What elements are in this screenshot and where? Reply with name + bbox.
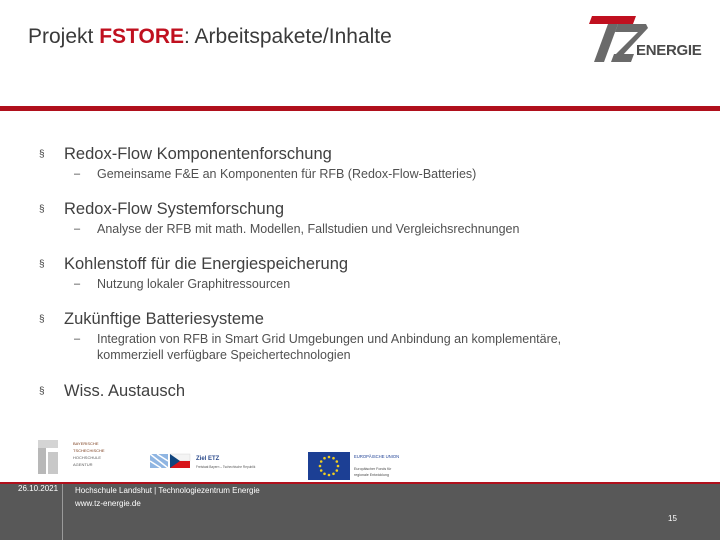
page-title [28,25,392,49]
item-label: Kohlenstoff für die Energiespeicherung [64,255,349,273]
item-label: Zukünftige Batteriesysteme [64,310,264,328]
ziel-etz-logo [150,454,256,469]
eu-title: EUROPÄISCHE UNION [354,454,400,459]
ziel-title: Ziel ETZ [196,456,220,462]
university-line: TSCHECHISCHE [73,448,105,453]
bullet-icon: § [39,314,45,325]
bullet-icon: § [39,149,45,160]
eu-subtitle-line2: regionale Entwicklung [354,473,389,477]
item-subtext-line1: Integration von RFB in Smart Grid Umgebungen und Anbindung an komplementäre, [97,332,562,346]
item-subtext: Analyse der RFB mit math. Modellen, Fallstudien und Vergleichsrechnungen [97,222,520,236]
item-label: Redox-Flow Systemforschung [64,200,285,218]
bullet-icon: § [39,204,45,215]
sponsor-logos [36,436,456,486]
item-subtext: Nutzung lokaler Graphitressourcen [97,277,291,291]
logo-word: ENERGIE [636,42,702,59]
university-line: BAYERISCHE [73,441,99,446]
bullet-icon: § [39,259,45,270]
university-line: AGENTUR [73,462,93,467]
item-subtext: Gemeinsame F&E an Komponenten für RFB (Redox-Flow-Batteries) [97,167,477,181]
logo-z-bottom [611,54,634,62]
university-line: HOCHSCHULE [73,455,102,460]
title-prefix: Projekt [28,25,100,48]
ziel-subtitle: Freistaat Bayern – Tschechische Republik [196,465,256,469]
bullet-icon: § [39,386,45,397]
footer-separator [62,484,63,540]
dash-icon: – [74,168,81,180]
page-number: 15 [668,514,677,523]
item-label: Redox-Flow Komponentenforschung [64,145,332,163]
logo-t-bar [589,16,636,24]
eu-logo [308,452,399,480]
footer-organization [75,484,260,510]
dash-icon: – [74,223,81,235]
item-label: Wiss. Austausch [64,382,186,400]
title-suffix: : Arbeitspakete/Inhalte [184,25,392,48]
eu-subtitle-line1: Europäischer Fonds für [354,467,392,471]
university-logo [38,440,105,474]
dash-icon: – [74,333,81,345]
title-highlight: FSTORE [99,25,184,48]
footer-org-line1: Hochschule Landshut | Technologiezentrum Energie [75,486,260,495]
dash-icon: – [74,278,81,290]
footer-date: 26.10.2021 [18,484,59,493]
footer-org-line2[interactable]: www.tz-energie.de [75,499,141,508]
title-divider [0,106,720,111]
item-subtext-line2: kommerziell verfügbare Speichertechnologien [97,348,351,362]
